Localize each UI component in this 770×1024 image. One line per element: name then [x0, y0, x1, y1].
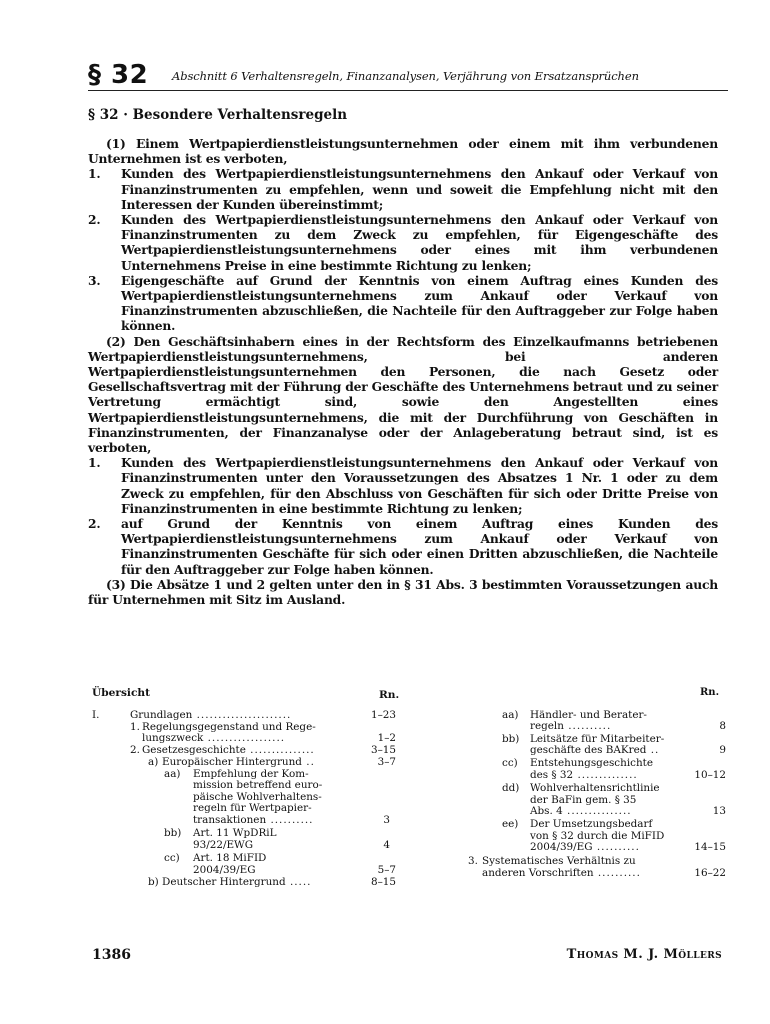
item-number: 1.	[88, 455, 101, 471]
toc-entry-line: Empfehlung der Kom-	[193, 768, 309, 780]
toc-label: cc)	[502, 757, 518, 769]
toc-entry-line: von § 32 durch die MiFID	[530, 830, 665, 842]
toc-entry-line: regeln	[530, 720, 564, 732]
section-number: § 32	[88, 60, 149, 90]
toc-entry: Gesetzesgeschichte	[142, 744, 246, 756]
toc-label: a)	[148, 756, 159, 768]
statute-text	[88, 136, 718, 607]
toc-leader: ...............	[562, 805, 632, 817]
toc-entry-line: mission betreffend euro-	[193, 779, 323, 791]
toc-label: cc)	[164, 852, 180, 864]
toc-leader: ..........	[266, 814, 314, 826]
toc-entry-line: Entstehungsgeschichte	[530, 757, 653, 769]
overview-title: Übersicht	[92, 687, 151, 699]
toc-label: I.	[92, 709, 100, 721]
paragraph-1-item	[88, 273, 718, 334]
toc-entry-line: Leitsätze für Mitarbeiter-	[530, 733, 665, 745]
toc-rn: 8–15	[370, 876, 396, 888]
item-number: 1.	[88, 166, 101, 182]
running-header	[88, 60, 728, 90]
toc-rn: 1–2	[377, 732, 396, 744]
toc-rn: 13	[712, 805, 726, 817]
toc-label: bb)	[502, 733, 520, 745]
toc-entry-line: der BaFin gem. § 35	[530, 794, 637, 806]
toc-leader: ..............	[573, 769, 638, 781]
toc-entry-line: lungszweck	[142, 732, 204, 744]
toc-rn: 5–7	[377, 864, 396, 876]
running-title: Abschnitt 6 Verhaltensregeln, Finanzanalysen, Verjährung von Ersatzansprüchen	[172, 69, 639, 83]
toc-rn: 9	[719, 744, 726, 756]
toc-leader: ..........	[592, 841, 640, 853]
toc-entry-line: Art. 18 MiFID	[193, 852, 267, 864]
toc-leader: ...............	[245, 744, 315, 756]
page-number: 1386	[92, 947, 131, 963]
paragraph-1-item	[88, 212, 718, 273]
toc-entry-line: päische Wohlverhaltens-	[193, 791, 322, 803]
paragraph-2-item	[88, 455, 718, 516]
toc-entry-line: 2004/39/EG	[193, 864, 256, 876]
overview-rn-heading-right: Rn.	[700, 687, 720, 698]
toc-label: ee)	[502, 818, 519, 830]
toc-label: 1.	[130, 721, 140, 733]
toc-entry-line: anderen Vorschriften	[482, 867, 594, 879]
toc-label: 2.	[130, 744, 140, 756]
toc-label: bb)	[164, 827, 182, 839]
paragraph-1-item	[88, 166, 718, 212]
item-text: Kunden des Wertpapierdienstleistungsunternehmens den Ankauf oder Verkauf von Finanzinstrumenten zu dem Zweck zu empfehlen, für Eigengeschäfte des Wertpapierdienstleistungsunternehmens oder eines mit ihm verbundenen Unternehmens Preise in eine bestimmte Richtung zu lenken;	[121, 212, 718, 273]
toc-entry-line: Wohlverhaltensrichtlinie	[530, 782, 660, 794]
toc-leader: ..	[301, 756, 315, 768]
toc-leader: ..........	[563, 720, 612, 732]
toc-entry: Grundlagen	[130, 709, 193, 721]
item-number: 2.	[88, 212, 101, 228]
toc-entry-line: Regelungsgegenstand und Rege-	[142, 721, 316, 733]
overview-rn-heading: Rn.	[379, 689, 400, 701]
section-title: § 32 · Besondere Verhaltensregeln	[88, 107, 348, 123]
toc-entry-line: Händler- und Berater-	[530, 709, 647, 721]
toc-rn: 14–15	[694, 841, 726, 853]
header-rule	[88, 90, 728, 91]
toc-rn: 16–22	[694, 867, 726, 879]
toc-entry-line: 2004/39/EG	[530, 841, 593, 853]
paragraph-2-intro: (2) Den Geschäftsinhabern eines in der Rechtsform des Einzelkaufmanns betriebenen Wertpapierdienstleistungsunternehmens, bei anderen Wertpapierdienstleistungsunternehmen den Personen, die nach Gesetz oder Gesellschaftsvertrag mit der Führung der Geschäfte des Unternehmens betraut und zu seiner Vertretung ermächtigt sind, sowie den Angestellten eines Wertpapierdienstleistungsunternehmens, die mit der Durchführung von Geschäften in Finanzinstrumenten, der Finanzanalyse oder der Anlageberatung betraut sind, ist es verboten,	[88, 333, 718, 456]
toc-rn: 10–12	[694, 769, 726, 781]
toc-entry-line: geschäfte des BAKred	[530, 744, 647, 756]
toc-rn: 3–15	[370, 744, 396, 756]
toc-leader: ..........	[593, 867, 641, 879]
toc-entry-line: Abs. 4	[530, 805, 563, 817]
toc-entry-line: Systematisches Verhältnis zu	[482, 855, 636, 867]
toc-label: aa)	[502, 709, 519, 721]
toc-entry-line: des § 32	[530, 769, 574, 781]
item-number: 3.	[88, 272, 101, 288]
toc-leader: ......................	[192, 709, 292, 721]
overview-right-column	[460, 710, 726, 900]
toc-entry: Europäischer Hintergrund	[162, 756, 302, 768]
item-number: 2.	[88, 516, 101, 532]
overview-left-column	[92, 710, 408, 910]
toc-rn: 8	[719, 720, 726, 732]
paragraph-1-intro: (1) Einem Wertpapierdienstleistungsunternehmen oder einem mit ihm verbundenen Unternehmen ist es verboten,	[88, 136, 718, 167]
toc-entry-line: Art. 11 WpDRiL	[193, 827, 277, 839]
toc-leader: ..................	[203, 732, 286, 744]
paragraph-3: (3) Die Absätze 1 und 2 gelten unter den in § 31 Abs. 3 bestimmten Voraussetzungen auch für Unternehmen mit Sitz im Ausland.	[88, 576, 718, 608]
toc-entry-line: regeln für Wertpapier-	[193, 802, 312, 814]
item-text: auf Grund der Kenntnis von einem Auftrag eines Kunden des Wertpapierdienstleistungsunternehmens zum Ankauf oder Verkauf von Finanzinstrumenten Geschäfte für sich oder einen Dritten abzuschließen, die Nachteile für den Auftraggeber zur Folge haben können.	[121, 516, 718, 577]
toc-leader: ..	[646, 744, 660, 756]
item-text: Kunden des Wertpapierdienstleistungsunternehmens den Ankauf oder Verkauf von Finanzinstrumenten unter den Voraussetzungen des Absatzes 1 Nr. 1 oder zu dem Zweck zu empfehlen, für den Abschluss von Geschäften für sich oder Dritte Preise von Finanzinstrumenten in eine bestimmte Richtung zu lenken;	[121, 455, 718, 516]
toc-entry: Deutscher Hintergrund	[162, 876, 286, 888]
toc-rn: 1–23	[370, 709, 396, 721]
toc-rn: 3–7	[377, 756, 396, 768]
item-text: Eigengeschäfte auf Grund der Kenntnis von einem Auftrag eines Kunden des Wertpapierdienstleistungsunternehmens zum Ankauf oder Verkauf von Finanzinstrumenten abzuschließen, die Nachteile für den Auftraggeber zur Folge haben können.	[121, 272, 718, 334]
author-name: Thomas M. J. Möllers	[566, 947, 722, 962]
toc-rn: 4	[383, 839, 390, 851]
toc-leader: .....	[285, 876, 312, 888]
toc-entry-line: transaktionen	[193, 814, 267, 826]
toc-label: aa)	[164, 768, 181, 780]
paragraph-2-item	[88, 516, 718, 577]
toc-label: dd)	[502, 782, 520, 794]
toc-entry-line: 93/22/EWG	[193, 839, 254, 851]
toc-rn: 3	[383, 814, 390, 826]
toc-label: 3.	[468, 855, 478, 867]
item-text: Kunden des Wertpapierdienstleistungsunternehmens den Ankauf oder Verkauf von Finanzinstrumenten zu empfehlen, wenn und soweit die Empfehlung nicht mit den Interessen der Kunden übereinstimmt;	[121, 166, 718, 212]
toc-label: b)	[148, 876, 159, 888]
toc-entry-line: Der Umsetzungsbedarf	[530, 818, 653, 830]
